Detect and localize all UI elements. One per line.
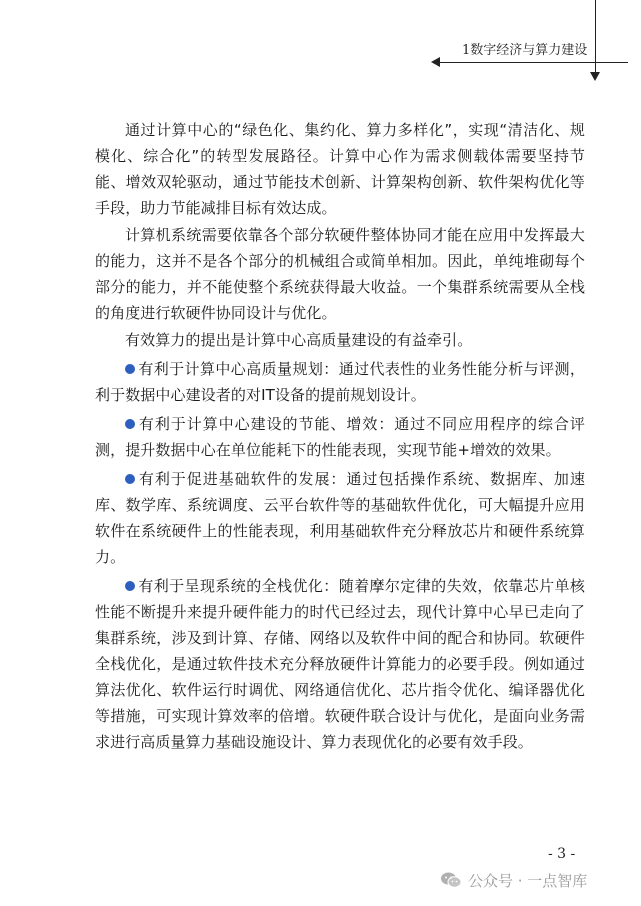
body-text bbox=[95, 117, 585, 755]
paragraph-text: 有利于计算中心建设的节能、增效：通过不同应用程序的综合评测，提升数据中心在单位能耗下的性能表现，实现节能+增效的效果。 bbox=[95, 415, 585, 459]
arrow-down-icon bbox=[590, 72, 600, 81]
bullet-paragraph bbox=[95, 466, 585, 570]
paragraph-text: 有利于计算中心高质量规划：通过代表性的业务性能分析与评测，利于数据中心建设者的对IT设备的提前规划设计。 bbox=[95, 360, 585, 404]
paragraph-text: 计算机系统需要依靠各个部分软硬件整体协同才能在应用中发挥最大的能力，这并不是各个部分的机械组合或简单相加。因此，单纯堆砌每个部分的能力，并不能使整个系统获得最大收益。一个集群系统需要从全栈的角度进行软硬件协同设计与优化。 bbox=[95, 226, 585, 322]
bullet-paragraph bbox=[95, 411, 585, 463]
paragraph-text: 有效算力的提出是计算中心高质量建设的有益牵引。 bbox=[125, 331, 473, 349]
page-number: - 3 - bbox=[548, 846, 576, 862]
paragraph bbox=[95, 222, 585, 326]
paragraph-text: 有利于呈现系统的全栈优化：随着摩尔定律的失效，依靠芯片单核性能不断提升来提升硬件能力的时代已经过去，现代计算中心早已走向了集群系统，涉及到计算、存储、网络以及软件中间的配合和协同。软硬件全栈优化，是通过软件技术充分释放硬件计算能力的必要手段。例如通过算法优化、软件运行时调优、网络通信优化、芯片指令优化、编译器优化等措施，可实现计算效率的倍增。软硬件联合设计与优化，是面向业务需求进行高质量算力基础设施设计、算力表现优化的必要有效手段。 bbox=[95, 577, 585, 751]
paragraph bbox=[95, 117, 585, 221]
header-horizontal-rule bbox=[436, 62, 628, 63]
paragraph bbox=[95, 327, 585, 353]
header-vertical-rule bbox=[595, 0, 596, 78]
bullet-dot-icon bbox=[125, 364, 135, 374]
wechat-icon bbox=[440, 871, 462, 889]
bullet-paragraph bbox=[95, 356, 585, 408]
watermark bbox=[440, 868, 587, 892]
watermark-text: 公众号 · 一点智库 bbox=[468, 871, 588, 890]
bullet-paragraph bbox=[95, 573, 585, 755]
paragraph-text: 通过计算中心的“绿色化、集约化、算力多样化”，实现“清洁化、规模化、综合化”的转型发展路径。计算中心作为需求侧载体需要坚持节能、增效双轮驱动，通过节能技术创新、计算架构创新、软件架构优化等手段，助力节能减排目标有效达成。 bbox=[95, 121, 585, 217]
bullet-dot-icon bbox=[125, 581, 135, 591]
running-header-title: 1数字经济与算力建设 bbox=[462, 43, 588, 58]
arrow-left-icon bbox=[431, 57, 440, 67]
paragraph-text: 有利于促进基础软件的发展：通过包括操作系统、数据库、加速库、数学库、系统调度、云平台软件等的基础软件优化，可大幅提升应用软件在系统硬件上的性能表现，利用基础软件充分释放芯片和硬件系统算力。 bbox=[95, 470, 585, 566]
bullet-dot-icon bbox=[125, 474, 135, 484]
bullet-dot-icon bbox=[125, 419, 135, 429]
